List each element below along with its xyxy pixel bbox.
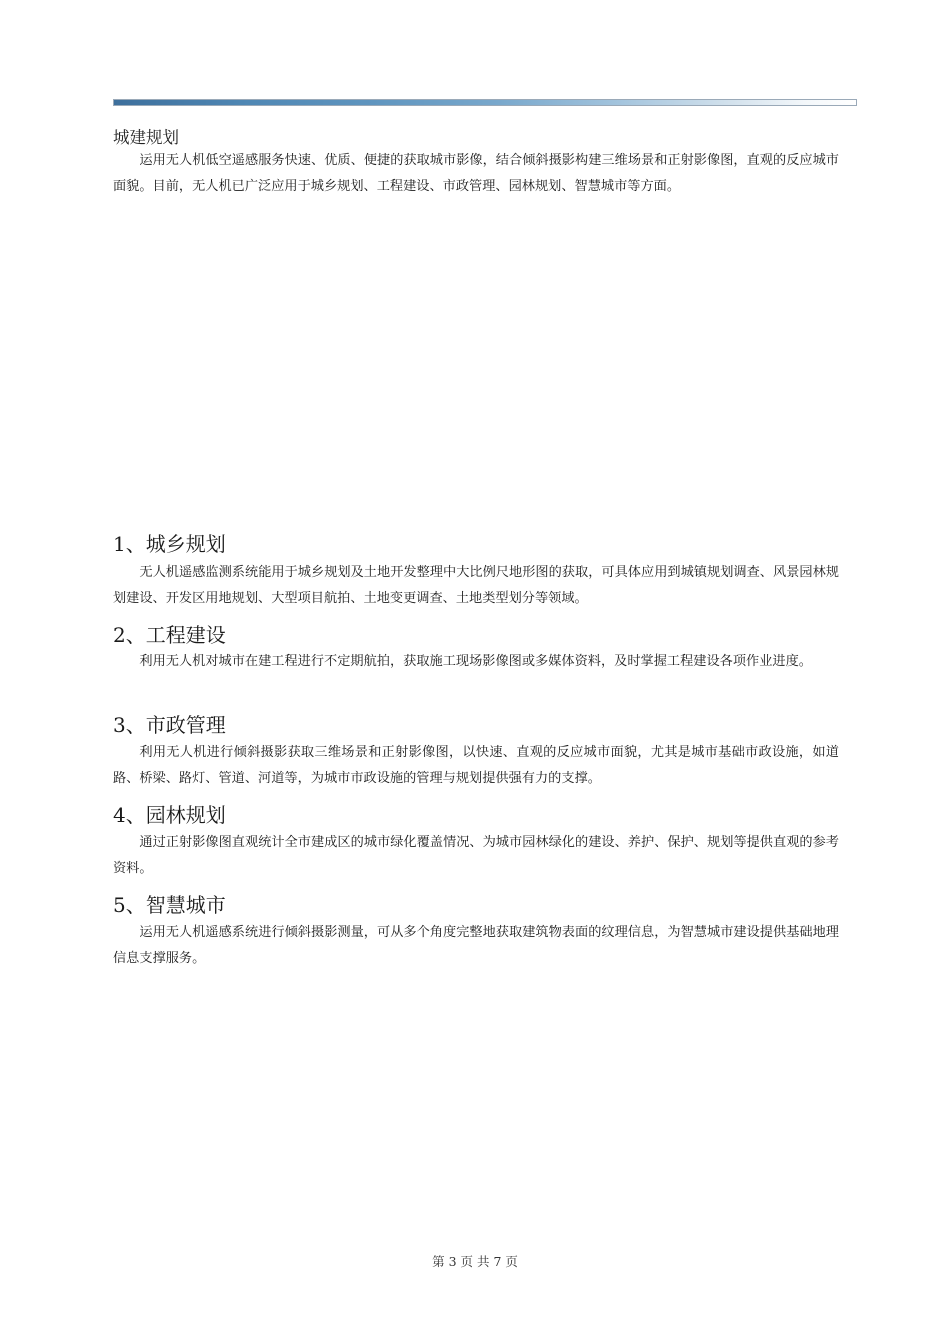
intro-paragraph: 运用无人机低空遥感服务快速、优质、便捷的获取城市影像，结合倾斜摄影构建三维场景和正射影像图，直观的反应城市面貌。目前，无人机已广泛应用于城乡规划、工程建设、市政管理、园林规划、智慧城市等方面。 — [113, 153, 839, 194]
item-heading-1: 1、城乡规划 — [113, 532, 226, 556]
item-text-2: 利用无人机对城市在建工程进行不定期航拍，获取施工现场影像图或多媒体资料，及时掌握工程建设各项作业进度。 — [139, 654, 812, 669]
item-text-5: 运用无人机遥感系统进行倾斜摄影测量，可从多个角度完整地获取建筑物表面的纹理信息，为智慧城市建设提供基础地理信息支撑服务。 — [113, 925, 839, 966]
page-number: 第 3 页 共 7 页 — [432, 1254, 518, 1269]
item-heading-3: 3、市政管理 — [113, 713, 226, 737]
item-text-1: 无人机遥感监测系统能用于城乡规划及土地开发整理中大比例尺地形图的获取，可具体应用到城镇规划调查、风景园林规划建设、开发区用地规划、大型项目航拍、土地变更调查、土地类型划分等领域。 — [113, 565, 839, 606]
header-rule — [113, 99, 857, 106]
section-title: 城建规划 — [113, 128, 179, 147]
item-heading-5: 5、智慧城市 — [113, 893, 226, 917]
item-heading-2: 2、工程建设 — [113, 623, 226, 647]
item-heading-4: 4、园林规划 — [113, 803, 226, 827]
item-text-4: 通过正射影像图直观统计全市建成区的城市绿化覆盖情况、为城市园林绿化的建设、养护、保护、规划等提供直观的参考资料。 — [113, 835, 839, 876]
item-text-3: 利用无人机进行倾斜摄影获取三维场景和正射影像图，以快速、直观的反应城市面貌，尤其是城市基础市政设施，如道路、桥梁、路灯、管道、河道等，为城市市政设施的管理与规划提供强有力的支撑。 — [113, 745, 839, 786]
